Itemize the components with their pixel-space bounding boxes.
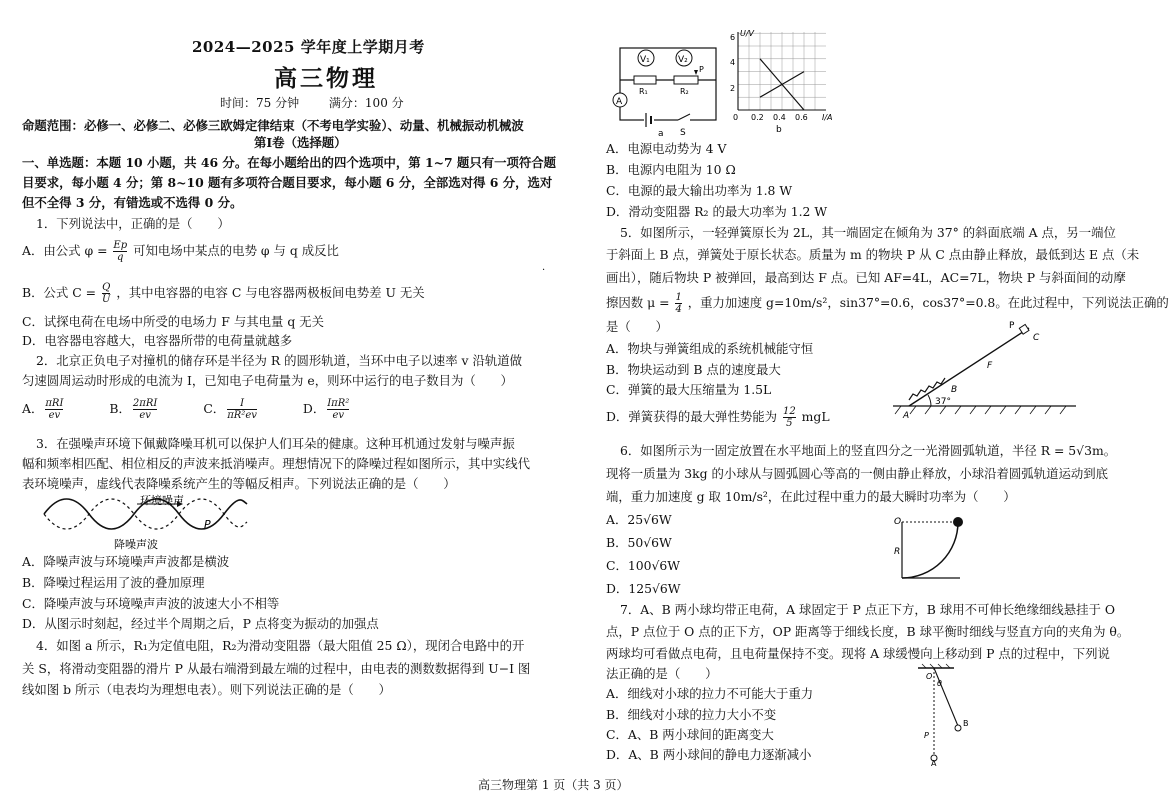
q5-option-a: A．物块与弹簧组成的系统机械能守恒 — [606, 341, 814, 356]
q1-b-fraction — [102, 282, 110, 305]
q7-option-b: B．细线对小球的拉力大小不变 — [606, 707, 777, 722]
q1-stem: 1．下列说法中，正确的是（ ） — [36, 216, 230, 231]
q7-line-1: 7．A、B 两小球均带正电荷，A 球固定于 P 点正下方，B 球用不可伸长绝缘细线悬挂于 O — [620, 602, 1116, 617]
q7-option-d: D．A、B 两小球间的静电力逐渐减小 — [606, 747, 812, 762]
q5-mu-num: 1 — [675, 292, 682, 303]
volume-title: 第Ⅰ卷（选择题） — [254, 135, 347, 150]
q5-mu-den: 4 — [675, 304, 682, 315]
q2-option-numerator: I — [240, 398, 245, 409]
q3-wave-figure — [42, 492, 252, 552]
q4-option-d: D．滑动变阻器 R₂ 的最大功率为 1.2 W — [606, 204, 828, 219]
q2-option-fraction — [45, 398, 63, 421]
fig-p-label: P — [924, 731, 929, 740]
q1-b-text: ，其中电容器的电容 C 与电容器两极板间电势差 U 无关 — [116, 285, 425, 300]
exam-year-title: 2024—2025 学年度上学期月考 — [192, 38, 425, 56]
q2-option-c — [203, 398, 259, 421]
fig-p-label: P — [1009, 321, 1015, 331]
q3-fig-top-label: 环境噪声 — [140, 494, 184, 507]
fig-f-label: F — [987, 361, 993, 371]
q1-a-num: Ep — [113, 240, 128, 251]
q1-b-den: U — [101, 294, 111, 305]
q3-fig-bottom-label: 降噪声波 — [114, 538, 158, 551]
q6-arc-figure — [894, 512, 974, 584]
exam-score: 满分：100 分 — [328, 96, 404, 110]
q5-d-fraction — [783, 406, 796, 429]
q2-option-denominator: ev — [48, 410, 61, 421]
q4-line-1: 4．如图 a 所示，R₁为定值电阻，R₂为滑动变阻器（最大阻值 25 Ω），现闭合电路中的开 — [36, 638, 525, 653]
fig-o-label: O — [894, 517, 902, 527]
graph-y-axis-label: U/V — [740, 29, 755, 38]
exam-meta — [220, 94, 430, 111]
q6-line-3: 端，重力加速度 g 取 10m/s²，在此过程中重力的最大瞬时功率为（ ） — [606, 489, 1016, 504]
x-tick-2: 0.4 — [773, 113, 786, 122]
graph-x-axis-label: I/A — [822, 113, 833, 122]
q6-option-d: D．125√6W — [606, 581, 681, 596]
q6-line-1: 6．如图所示为一固定放置在水平地面上的竖直四分之一光滑圆弧轨道，半径 R = 5√3m。 — [620, 443, 1117, 458]
q1-option-c: C．试探电荷在电场中所受的电场力 F 与其电量 q 无关 — [22, 314, 324, 329]
q3-option-c: C．降噪声波与环境噪声声波的波速大小不相等 — [22, 596, 280, 611]
q4-option-b: B．电源内电阻为 10 Ω — [606, 162, 736, 177]
y-tick-4: 4 — [730, 58, 736, 67]
fig-a-label: a — [658, 129, 664, 139]
q2-option-denominator: πR²ev — [227, 410, 257, 421]
q6-option-a: A．25√6W — [606, 512, 672, 527]
q7-line-2: 点，P 点位于 O 点的正下方，OP 距离等于细线长度，B 球平衡时细线与竖直方向的夹角为 θ。 — [606, 624, 1130, 639]
fig-b-label: B — [963, 719, 969, 728]
q6-option-c: C．100√6W — [606, 558, 681, 573]
y-tick-2: 2 — [730, 84, 736, 93]
q5-option-c: C．弹簧的最大压缩量为 1.5L — [606, 382, 772, 397]
q5-line-5: 是（ ） — [606, 319, 668, 334]
q4-option-a: A．电源电动势为 4 V — [606, 141, 727, 156]
q5-mu-fraction — [675, 292, 681, 315]
stray-mark: · — [542, 265, 546, 276]
q2-line-1: 2．北京正负电子对撞机的储存环是半径为 R 的圆形轨道，当环中电子以速率 v 沿轨道做 — [36, 353, 523, 368]
q2-option-fraction — [133, 398, 157, 421]
q7-line-4: 法正确的是（ ） — [606, 666, 718, 681]
q4-line-2: 关 S，将滑动变阻器的滑片 P 从最右端滑到最左端的过程中，由电表的测数数据得到 U−I 图 — [22, 661, 531, 676]
q2-option-numerator: IπR² — [327, 398, 350, 409]
fig-c-label: C — [1033, 333, 1040, 343]
r2-label: R₂ — [680, 87, 689, 96]
q7-pendulum-figure — [906, 662, 976, 766]
q3-line-3: 表环境噪声，虚线代表降噪系统产生的等幅反相声。下列说法正确的是（ ） — [22, 476, 456, 491]
y-tick-6: 6 — [730, 33, 736, 42]
section-instructions-3: 但不全得 3 分，有错选或不选得 0 分。 — [22, 195, 243, 210]
q6-line-2: 现将一质量为 3kg 的小球从与圆弧圆心等高的一侧由静止释放，小球沿着圆弧轨道运动到底 — [606, 466, 1109, 481]
q5-d-text: mgL — [801, 409, 830, 424]
section-instructions-2: 目要求，每小题 4 分；第 8~10 题有多项符合题目要求，每小题 6 分，全部选对得 6 分，选对 — [22, 175, 553, 190]
q2-option-fraction — [327, 398, 349, 421]
section-instructions-1: 一、单选题：本题 10 小题，共 46 分。在每小题给出的四个选项中，第 1~7 题只有一项符合题 — [22, 155, 557, 170]
fig-b-label: b — [776, 125, 782, 135]
q5-line-3: 画出），随后物块 P 被弹回，最高到达 F 点。已知 AF=4L，AC=7L，物块 P 与斜面间的动摩 — [606, 270, 1126, 285]
q5-line-1: 5．如图所示，一轻弹簧原长为 2L，其一端固定在倾角为 37° 的斜面底端 A 点，另一端位 — [620, 225, 1116, 240]
q3-fig-p-label: P — [204, 518, 211, 531]
fig-r-label: R — [894, 547, 901, 557]
q3-line-1: 3．在强噪声环境下佩戴降噪耳机可以保护人们耳朵的健康。这种耳机通过发射与噪声振 — [36, 436, 515, 451]
q3-line-2: 幅和频率相匹配、相位相反的声波来抵消噪声。理想情况下的降噪过程如图所示，其中实线代 — [22, 456, 531, 471]
q2-option-denominator: ev — [139, 410, 151, 421]
q2-option-numerator: 2πRI — [132, 398, 158, 409]
q5-incline-figure — [891, 322, 1081, 422]
q1-b-num: Q — [102, 282, 111, 293]
x-tick-0: 0 — [733, 113, 739, 122]
q5-mu-prefix: 擦因数 μ = — [606, 295, 670, 310]
q2-option-label: C． — [203, 401, 226, 416]
q7-line-3: 两球均可看做点电荷，且电荷量保持不变。现将 A 球缓慢向上移动到 P 点的过程中，下列说 — [606, 646, 1110, 661]
q3-option-a: A．降噪声波与环境噪声声波都是横波 — [22, 554, 230, 569]
q1-a-den: q — [117, 252, 124, 263]
q5-option-d — [606, 406, 830, 429]
fig-o-label: O — [926, 672, 933, 681]
q5-line-2: 于斜面上 B 点，弹簧处于原长状态。质量为 m 的物块 P 从 C 点由静止释放，最低到达 E 点（未 — [606, 247, 1140, 262]
page-footer: 高三物理第 1 页（共 3 页） — [478, 778, 629, 792]
q6-option-b: B．50√6W — [606, 535, 672, 550]
x-tick-3: 0.6 — [795, 113, 808, 122]
q1-option-d: D．电容器电容越大，电容器所带的电荷量就越多 — [22, 333, 293, 348]
q1-b-prefix: B．公式 C = — [22, 285, 97, 300]
slider-label: P — [699, 65, 704, 74]
q2-line-2: 匀速圆周运动时形成的电流为 I，已知电子电荷量为 e，则环中运行的电子数目为（ ） — [22, 373, 513, 388]
q2-option-denominator: ev — [332, 410, 345, 421]
q1-option-b — [22, 282, 425, 305]
x-tick-1: 0.2 — [751, 113, 764, 122]
q5-line-4 — [606, 292, 1169, 315]
q3-option-d: D．从图示时刻起，经过半个周期之后，P 点将变为振动的加强点 — [22, 616, 379, 631]
angle-label: 37° — [935, 397, 951, 407]
q1-option-a — [22, 240, 339, 263]
exam-time: 时间：75 分钟 — [220, 96, 300, 110]
q2-option-a — [22, 398, 65, 421]
switch-label: S — [680, 128, 686, 138]
q4-line-3: 线如图 b 所示（电表均为理想电表）。则下列说法正确的是（ ） — [22, 682, 391, 697]
q5-d-prefix: D．弹簧获得的最大弹性势能为 — [606, 409, 778, 424]
q2-option-label: B． — [109, 401, 131, 416]
ammeter-label: A — [616, 97, 623, 107]
q1-a-fraction — [113, 240, 127, 263]
graph-grid — [738, 32, 826, 110]
q2-option-label: A． — [22, 401, 44, 416]
fig-theta-label: θ — [937, 679, 942, 688]
q5-mu-text: ，重力加速度 g=10m/s²，sin37°=0.6，cos37°=0.8。在此过程中，下列说法正确的 — [687, 295, 1169, 310]
q2-option-fraction — [227, 398, 257, 421]
q4-option-c: C．电源的最大输出功率为 1.8 W — [606, 183, 793, 198]
exam-scope: 命题范围：必修一、必修二、必修三欧姆定律结束（不考电学实验）、动量、机械振动机械波 — [22, 118, 524, 133]
q1-a-prefix: A．由公式 φ = — [22, 243, 108, 258]
q5-option-b: B．物块运动到 B 点的速度最大 — [606, 362, 781, 377]
voltmeter-2-label: V₂ — [678, 55, 688, 65]
fig-a-label: A — [931, 759, 937, 768]
q4-circuit-figure-a — [606, 30, 724, 138]
q7-option-a: A．细线对小球的拉力不可能大于重力 — [606, 686, 814, 701]
q2-options — [22, 398, 351, 421]
q5-d-num: 12 — [782, 406, 796, 417]
voltmeter-1-label: V₁ — [640, 55, 650, 65]
q3-option-b: B．降噪过程运用了波的叠加原理 — [22, 575, 205, 590]
q2-option-numerator: πRI — [45, 398, 64, 409]
q2-option-label: D． — [302, 401, 326, 416]
q7-option-c: C．A、B 两小球间的距离变大 — [606, 727, 774, 742]
q5-d-den: 5 — [786, 418, 793, 429]
subject-title: 高三物理 — [274, 65, 378, 92]
q1-a-text: 可知电场中某点的电势 φ 与 q 成反比 — [133, 243, 339, 258]
q2-option-b — [109, 398, 159, 421]
q4-ui-graph-b — [726, 28, 836, 136]
q2-option-d — [302, 398, 351, 421]
fig-a-label: A — [903, 411, 910, 421]
fig-b-label: B — [951, 385, 958, 395]
r1-label: R₁ — [639, 87, 648, 96]
